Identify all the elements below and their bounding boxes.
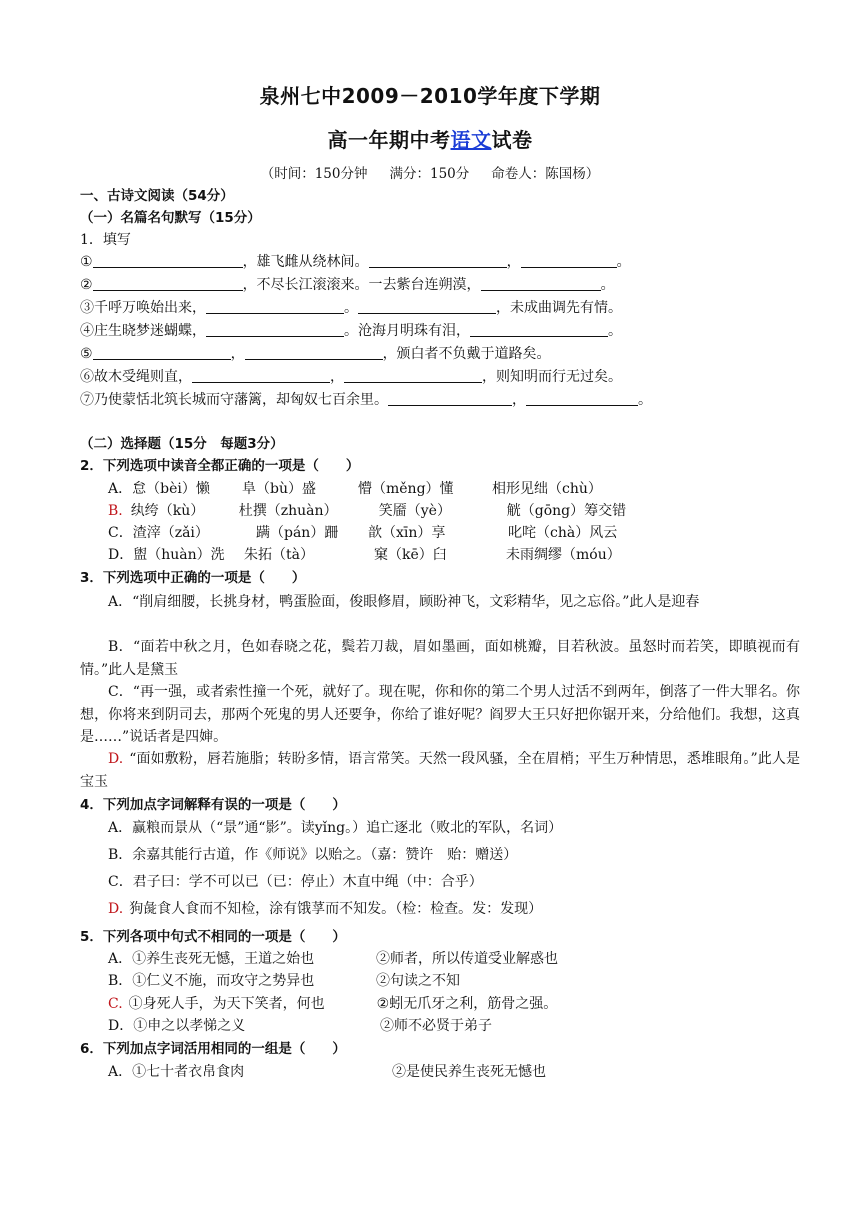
q1-label: 1．填写 <box>80 232 131 248</box>
title-prefix: 高一年期中考 <box>327 128 451 152</box>
answer-blank[interactable] <box>369 252 507 268</box>
q3-option-d: D. “面如敷粉，唇若施脂；转盼多情，语言常笑。天然一段风骚，全在眉梢；平生万种情思，悉堆眼角。”此人是宝玉 <box>80 751 800 790</box>
answer-blank[interactable] <box>521 252 617 268</box>
q6-option-a: A．①七十者衣帛食肉 ②是使民养生丧死无憾也 <box>108 1064 546 1080</box>
q4-option-c: C．君子曰：学不可以已（已：停止）木直中绳（中：合乎） <box>108 874 483 890</box>
answer-blank[interactable] <box>93 252 243 268</box>
fill-line-6: ⑥故木受绳则直， ， ，则知明而行无过矣。 <box>80 369 622 385</box>
subject-link[interactable]: 语文 <box>450 128 492 152</box>
answer-blank[interactable] <box>481 275 601 291</box>
answer-mark: D. <box>108 751 124 767</box>
answer-mark: C. <box>108 996 123 1012</box>
section1-heading: 一、古诗文阅读（54分） <box>80 188 234 204</box>
exam-title-line2 <box>0 124 860 153</box>
fill-line-7: ⑦乃使蒙恬北筑长城而守藩篱，却匈奴七百余里。 ， 。 <box>80 392 652 408</box>
fill-line-4: ④庄生晓梦迷蝴蝶， 。沧海月明珠有泪， 。 <box>80 323 622 339</box>
title-suffix: 试卷 <box>491 128 533 152</box>
answer-blank[interactable] <box>93 344 231 360</box>
answer-mark: B. <box>108 503 123 519</box>
q2-option-c: C．渣滓（zǎi） 蹒（pán）跚 歆（xīn）享 叱咤（chà）风云 <box>108 525 618 541</box>
fill-line-3: ③千呼万唤始出来， 。 ，未成曲调先有情。 <box>80 300 622 316</box>
q6-stem: 6．下列加点字词活用相同的一组是（ ） <box>80 1041 346 1057</box>
answer-mark: D. <box>108 901 124 917</box>
q3-stem: 3．下列选项中正确的一项是（ ） <box>80 570 306 586</box>
q4-option-d: D. 狗彘食人食而不知检，涂有饿莩而不知发。（检：检查。发：发现） <box>108 901 543 917</box>
fill-line-5: ⑤ ， ，颁白者不负戴于道路矣。 <box>80 346 551 362</box>
q4-option-b: B．余嘉其能行古道，作《师说》以贻之。（嘉：赞许 贻：赠送） <box>108 847 518 863</box>
part1-heading: （一）名篇名句默写（15分） <box>80 210 261 226</box>
fill-line-1: ① ，雄飞雌从绕林间。 ， 。 <box>80 254 631 270</box>
answer-blank[interactable] <box>206 321 344 337</box>
q2-stem: 2．下列选项中读音全都正确的一项是（ ） <box>80 458 360 474</box>
q5-option-d: D．①申之以孝悌之义 ②师不必贤于弟子 <box>108 1018 492 1034</box>
q3-option-a: A．“削肩细腰，长挑身材，鸭蛋脸面，俊眼修眉，顾盼神飞，文彩精华，见之忘俗。”此人是迎春 <box>108 594 700 610</box>
q2-option-b: B. 纨绔（kù） 杜撰（zhuàn） 笑靥（yè） 觥（gōng）筹交错 <box>108 503 627 519</box>
part2-heading: （二）选择题（15分 每题3分） <box>80 436 284 452</box>
q5-option-b: B．①仁义不施，而攻守之势异也 ②句读之不知 <box>108 973 460 989</box>
q4-option-a: A．赢粮而景从（“景”通“影”。读yǐng。）追亡逐北（败北的军队，名词） <box>108 820 563 836</box>
answer-blank[interactable] <box>192 367 330 383</box>
answer-blank[interactable] <box>245 344 383 360</box>
answer-blank[interactable] <box>388 390 512 406</box>
fill-line-2: ② ，不尽长江滚滚来。一去紫台连朔漠， 。 <box>80 277 615 293</box>
answer-blank[interactable] <box>344 367 482 383</box>
q5-option-a: A．①养生丧死无憾，王道之始也 ②师者，所以传道受业解惑也 <box>108 951 558 967</box>
q2-option-d: D．盥（huàn）洗 朱拓（tà） 窠（kē）臼 未雨绸缪（móu） <box>108 547 621 563</box>
answer-blank[interactable] <box>526 390 638 406</box>
q2-option-a: A．怠（bèi）懒 阜（bù）盛 懵（měng）懂 相形见绌（chù） <box>108 481 602 497</box>
answer-blank[interactable] <box>93 275 243 291</box>
meta-time: （时间：150分钟 <box>260 166 368 182</box>
answer-blank[interactable] <box>358 298 496 314</box>
answer-blank[interactable] <box>206 298 344 314</box>
q5-option-c: C. ①身死人手，为天下笑者，何也 ②蚓无爪牙之利，筋骨之强。 <box>108 996 558 1012</box>
q4-stem: 4．下列加点字词解释有误的一项是（ ） <box>80 797 346 813</box>
exam-meta <box>0 162 860 182</box>
meta-score: 满分：150分 <box>389 166 470 182</box>
q5-stem: 5．下列各项中句式不相同的一项是（ ） <box>80 929 346 945</box>
q3-option-c: C．“再一强，或者索性撞一个死，就好了。现在呢，你和你的第二个男人过活不到两年，倒落了一件大罪名。你想，你将来到阴司去，那两个死鬼的男人还要争，你给了谁好呢？阎罗大王只好把你锯开来，分给他们。我想，这真是……”说话者是四婶。 <box>80 684 800 745</box>
q3-option-b: B．“面若中秋之月，色如春晓之花，鬓若刀裁，眉如墨画，面如桃瓣，目若秋波。虽怒时而若笑，即瞋视而有情。”此人是黛玉 <box>80 639 800 678</box>
answer-blank[interactable] <box>470 321 608 337</box>
meta-author: 命卷人：陈国杨） <box>491 166 600 182</box>
exam-title-line1: 泉州七中2009－2010学年度下学期 <box>259 84 601 108</box>
